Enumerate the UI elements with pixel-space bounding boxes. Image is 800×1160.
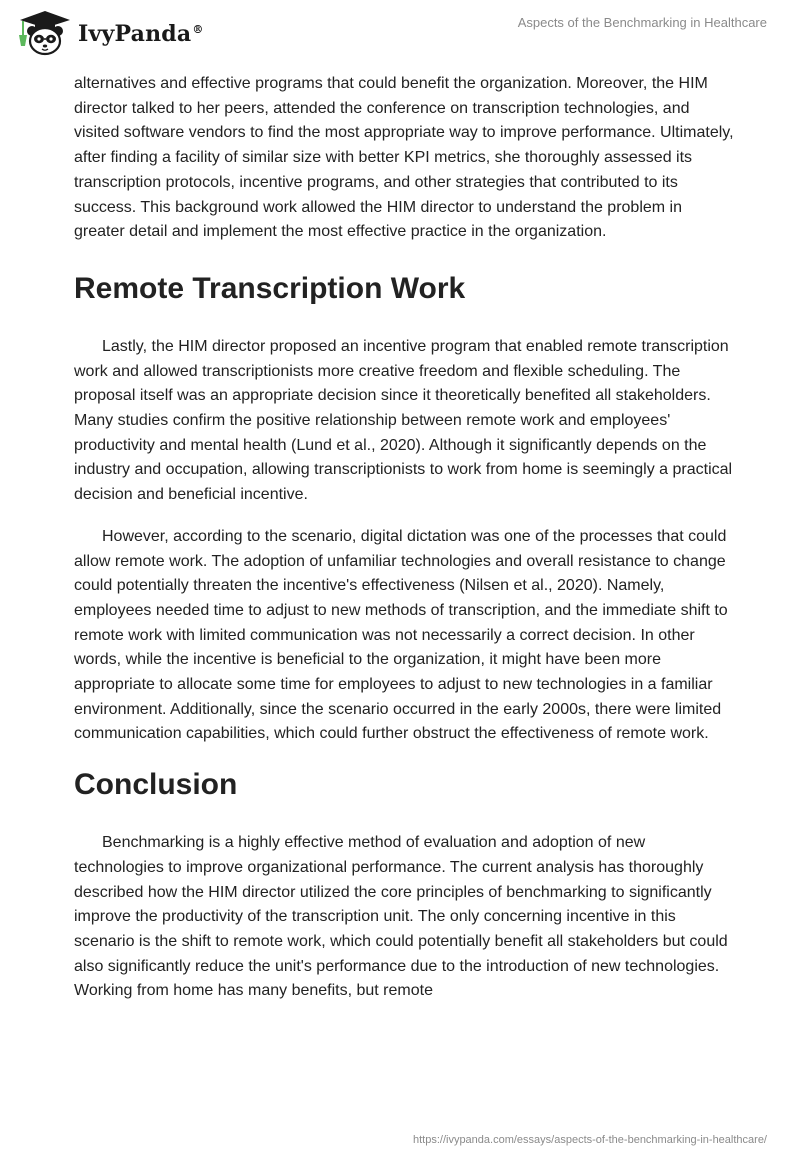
panda-graduation-cap-icon [14,8,72,58]
document-title: Aspects of the Benchmarking in Healthcare [517,15,767,30]
footer-source-url[interactable]: https://ivypanda.com/essays/aspects-of-the-benchmarking-in-healthcare/ [412,1134,767,1146]
page-header [0,0,800,66]
logo-wordmark: IvyPanda® [78,21,204,47]
ivypanda-logo[interactable] [14,8,204,58]
paragraph-remote-2: However, according to the scenario, digital dictation was one of the processes that could allow remote work. The adoption of unfamiliar technologies and overall resistance to change could potentially threaten the incentive's effectiveness (Nilsen et al., 2020). Namely, employees needed time to adjust to new methods of transcription, and the immediate shift to remote work with limited communication was not necessarily a correct decision. In other words, while the incentive is beneficial to the organization, it might have been more appropriate to allocate some time for employees to adjust to new technologies in a familiar environment. Additionally, since the scenario occurred in the early 2000s, there were limited communication capabilities, which could further obstruct the effectiveness of remote work. [74,527,728,743]
paragraph-remote-1: Lastly, the HIM director proposed an incentive program that enabled remote transcription work and allowed transcriptionists more creative freedom and flexible scheduling. The proposal itself was an appropriate decision since it theoretically benefited all stakeholders. Many studies confirm the positive relationship between remote work and employees' productivity and mental health (Lund et al., 2020). Although it significantly depends on the industry and occupation, allowing transcriptionists to work from home is seemingly a practical decision and beneficial incentive. [74,337,733,504]
paragraph-continued: alternatives and effective programs that could benefit the organization. Moreover, the HIM director talked to her peers, attended the conference on transcription technologies, and visited software vendors to find the most appropriate way to improve performance. Ultimately, after finding a facility of similar size with better KPI metrics, she thoroughly assessed its transcription protocols, incentive programs, and other strategies that contributed to its success. This background work allowed the HIM director to understand the problem in greater detail and implement the most effective practice in the organization. [74,75,734,241]
section-heading-conclusion: Conclusion [74,768,238,802]
paragraph-conclusion: Benchmarking is a highly effective method of evaluation and adoption of new technologies to improve organizational performance. The current analysis has thoroughly described how the HIM director utilized the core principles of benchmarking to significantly improve the productivity of the transcription unit. The only concerning incentive in this scenario is the shift to remote work, which could potentially benefit all stakeholders but could also significantly reduce the unit's performance due to the introduction of new technologies. Working from home has many benefits, but remote [74,834,728,1000]
section-heading-remote-transcription: Remote Transcription Work [74,271,466,305]
essay-body [74,72,734,1004]
